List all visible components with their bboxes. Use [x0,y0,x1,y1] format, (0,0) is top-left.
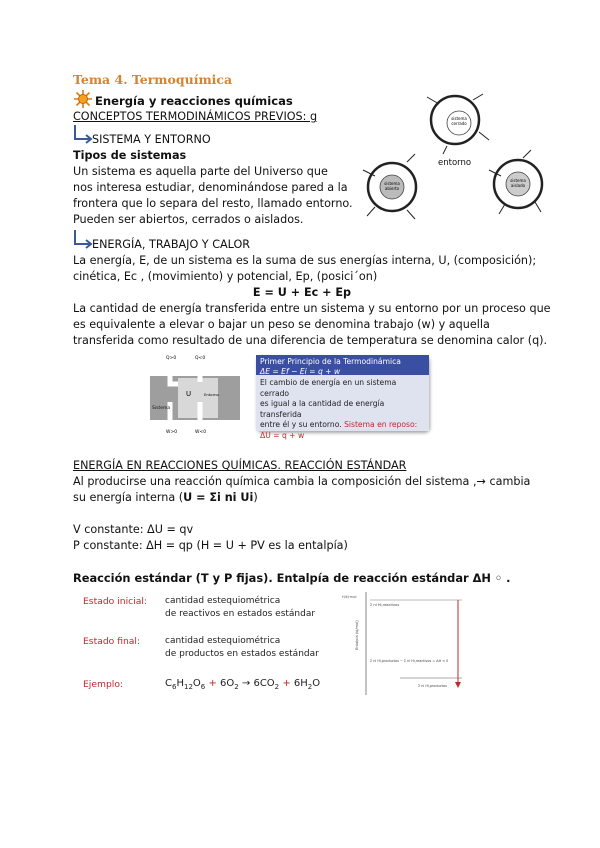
svg-text:Σ ni Hi,productos: Σ ni Hi,productos [418,684,447,688]
paragraph-line: nos interesa estudiar, denominándose pared a la [73,181,348,194]
estado-final-l1: cantidad estequiométrica [165,636,281,646]
paragraph-line: La energía, E, de un sistema es la suma de sus energías interna, U, (composición); [73,254,537,267]
svg-text:Entalpía (kJ/mol): Entalpía (kJ/mol) [355,620,359,650]
ejemplo-equation: $C_6H_{12}O_6 + 6O_2 \to 6CO_2 + 6H_2O$ [165,678,321,691]
svg-text:Σ ni Hi,productos − Σ ni Hi,re: Σ ni Hi,productos − Σ ni Hi,reactivos = ΔH < 0 [370,659,449,663]
heading-sistema-entorno: SISTEMA Y ENTORNO [92,133,211,146]
paragraph-line: Pueden ser abiertos, cerrados o aislados. [73,213,304,226]
enthalpy-diagram [340,590,470,700]
heading-reacciones: ENERGÍA EN REACCIONES QUÍMICAS. REACCIÓN ESTÁNDAR [73,459,407,472]
paragraph-line: su energía interna (U = Σi ni Ui) [73,491,258,504]
corner-arrow-icon [73,229,93,251]
svg-text:H/kJ·mol: H/kJ·mol [342,595,357,599]
svg-text:abierto: abierto [384,186,400,191]
first-law-box [256,355,429,440]
estado-final-label: Estado final: [83,636,141,647]
svg-text:Σ ni Hi,reactivos: Σ ni Hi,reactivos [370,603,400,607]
svg-text:W>0: W>0 [166,430,178,435]
subheading-conceptos: CONCEPTOS TERMODINÁMICOS PREVIOS: g [73,110,318,123]
p-constant: P constante: ΔH = qp (H = U + PV es la entalpía) [73,539,348,552]
estado-inicial-label: Estado inicial: [83,596,148,607]
svg-text:Entorno: Entorno [204,392,219,397]
first-law-formula: ΔE = Ef − Ei = q + w [260,367,341,376]
open-system-circle [363,154,416,219]
svg-text:aislado: aislado [510,183,526,188]
heading-energia: ENERGÍA, TRABAJO Y CALOR [92,238,251,251]
paragraph-line: Un sistema es aquella parte del Universo que [73,165,328,178]
paragraph-line: transferida como resultado de una diferencia de temperatura se denomina calor (q). [73,334,548,347]
svg-text:cerrado: cerrado [451,121,467,126]
first-law-line: entre él y su entorno. [260,420,342,429]
svg-text:Q>0: Q>0 [166,356,177,361]
svg-text:Q<0: Q<0 [195,356,206,361]
entorno-label: entorno [438,158,472,168]
closed-system-circle [427,94,489,154]
ejemplo-label: Ejemplo: [83,679,124,690]
heading-estandar: Reacción estándar (T y P fijas). Entalpía de reacción estándar ΔH ◦ . [73,571,511,585]
svg-text:sistema: sistema [384,181,400,186]
first-law-line: El cambio de energía en un sistema cerrado [260,378,397,398]
estado-final-l2: de productos en estados estándar [165,649,319,659]
estado-inicial-l1: cantidad estequiométrica [165,596,281,606]
doc-title: Tema 4. Termoquímica [73,72,233,87]
section-heading: Energía y reacciones químicas [95,94,293,108]
svg-text:W<0: W<0 [195,430,207,435]
svg-text:sistema: sistema [510,178,526,183]
isolated-system-circle [489,150,542,214]
paragraph-line: Al producirse una reacción química cambia la composición del sistema ,→ cambia [73,475,531,488]
paragraph-line: La cantidad de energía transferida entre un sistema y su entorno por un proceso que [73,302,551,315]
internal-energy-formula: U = Σi ni Ui [183,491,254,504]
svg-text:U: U [186,390,192,398]
energy-formula: E = U + Ec + Ep [252,286,352,299]
estado-inicial-l2: de reactivos en estados estándar [165,609,316,619]
sun-icon [73,90,93,108]
svg-text:sistema: sistema [451,116,467,121]
first-law-red-text: Sistema en reposo: [344,420,418,429]
corner-arrow-icon [73,124,93,146]
first-law-title: Primer Principio de la Termodinámica [260,357,401,366]
paragraph-line: es equivalente a elevar o bajar un peso se denomina trabajo (w) y aquella [73,318,490,331]
first-law-red-formula: ΔU = q + w [260,430,305,440]
v-constant: V constante: ΔU = qv [73,523,194,536]
work-heat-diagram [148,352,243,434]
systems-diagram [355,92,545,222]
paragraph-line: frontera que lo separa del resto, llamado entorno. [73,197,353,210]
paragraph-line: cinética, Ec , (movimiento) y potencial, Ep, (posici´on) [73,270,378,283]
heading-tipos: Tipos de sistemas [73,149,187,162]
first-law-line: es igual a la cantidad de energía transferida [260,399,385,419]
svg-text:Sistema: Sistema [152,406,171,411]
